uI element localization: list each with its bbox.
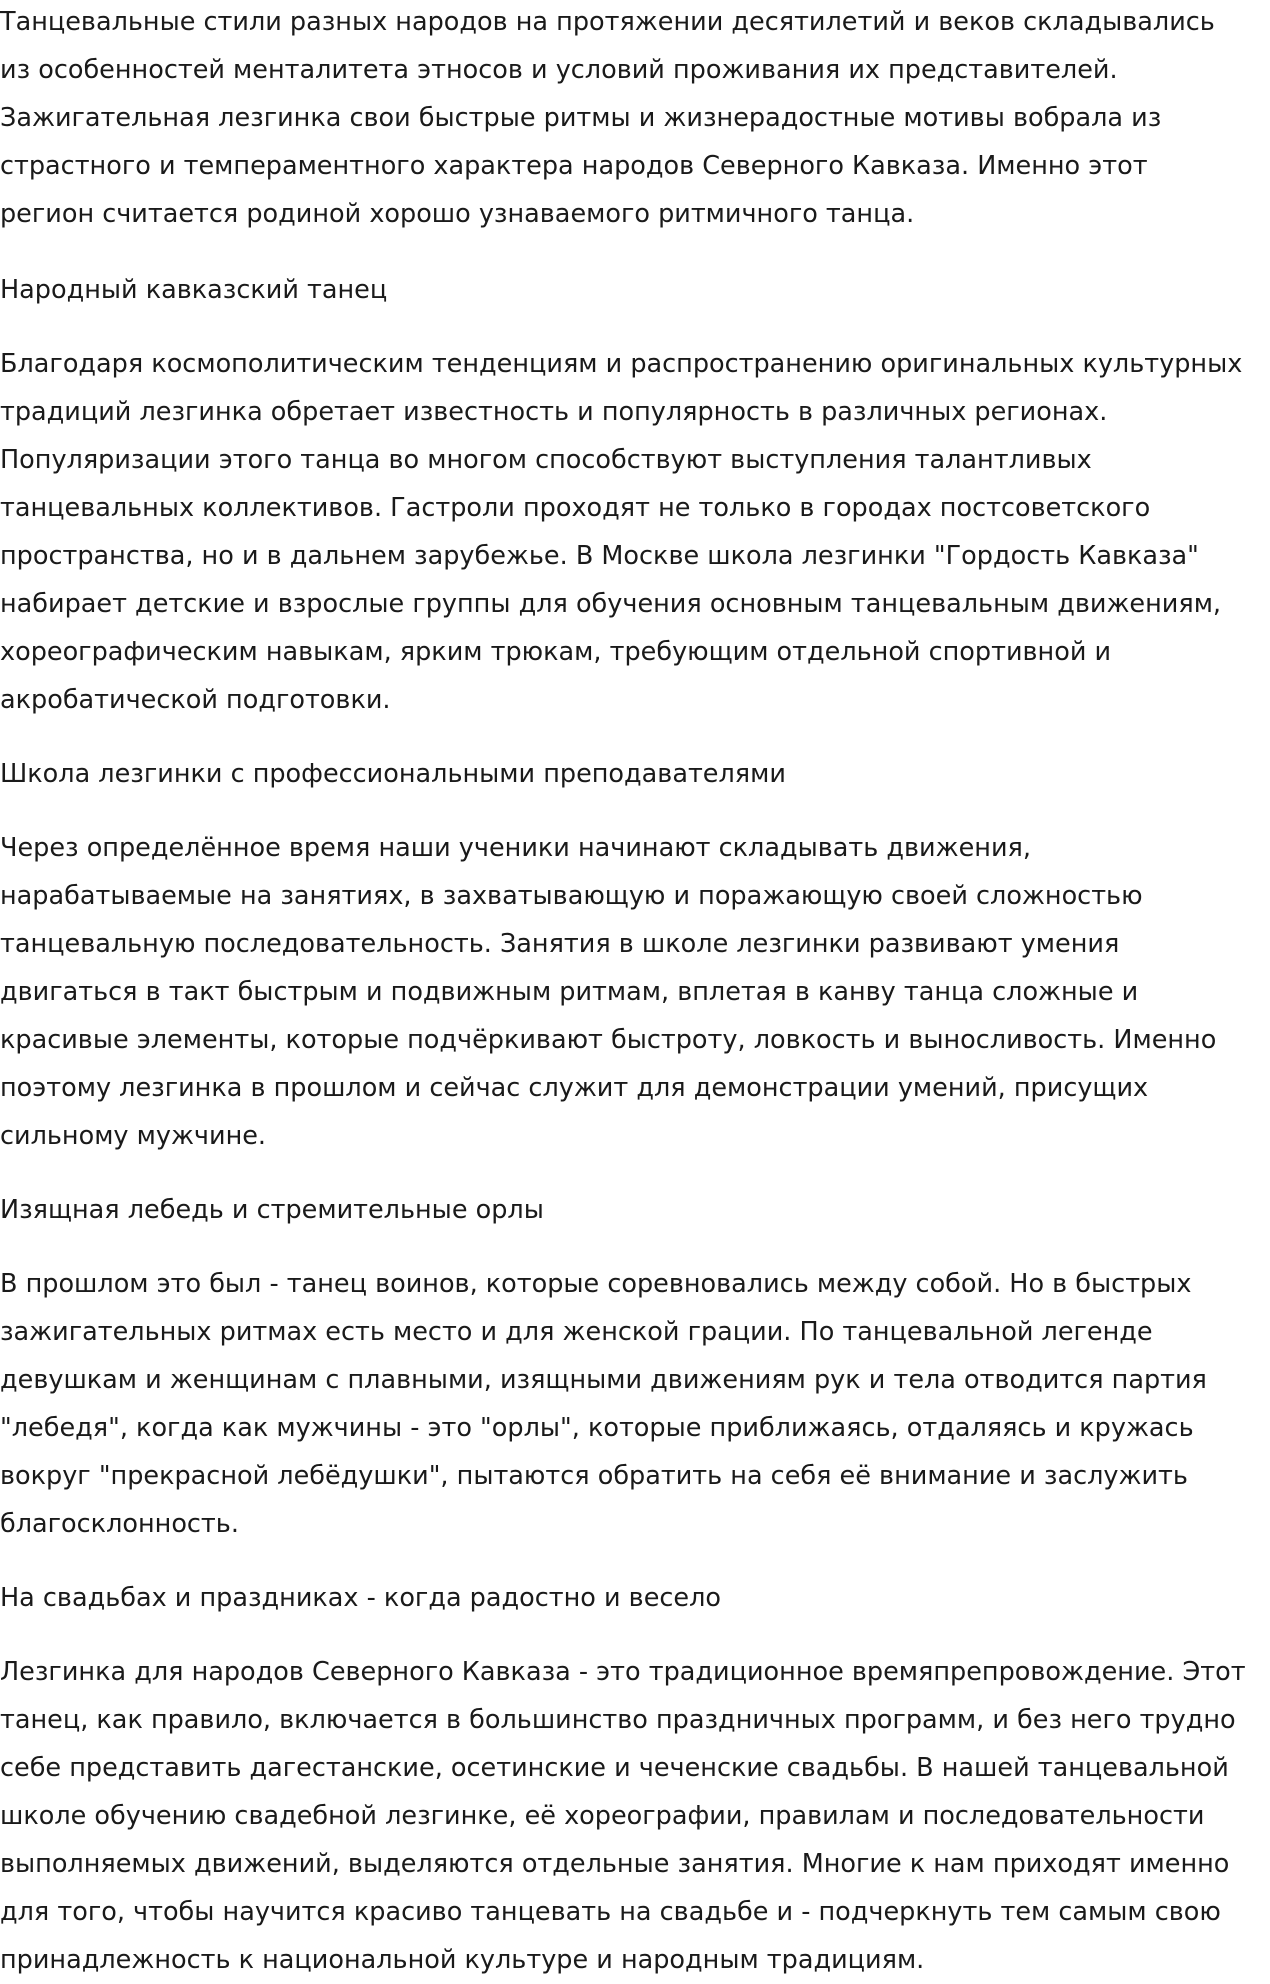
text-line: традиций лезгинка обретает известность и популярность в различных регионах. [0,397,1108,427]
text-line: На свадьбах и праздниках - когда радостно и весело [0,1583,721,1613]
paragraph [0,340,1270,724]
text-line: Популяризации этого танца во многом способствуют выступления талантливых [0,445,1092,475]
text-line: сильному мужчине. [0,1121,267,1151]
text-line: хореографическим навыкам, ярким трюкам, требующим отдельной спортивной и [0,637,1112,667]
text-line: двигаться в такт быстрым и подвижным ритмам, вплетая в канву танца сложные и [0,977,1139,1007]
text-line: страстного и темпераментного характера народов Северного Кавказа. Именно этот [0,151,1148,181]
text-line: вокруг "прекрасной лебёдушки", пытаются обратить на себя её внимание и заслужить [0,1461,1188,1491]
text-line: танец, как правило, включается в большинство праздничных программ, и без него трудно [0,1705,1236,1735]
paragraph [0,1648,1270,1984]
text-line: из особенностей менталитета этносов и условий проживания их представителей. [0,55,1118,85]
text-line: танцевальную последовательность. Занятия в школе лезгинки развивают умения [0,929,1120,959]
text-line: Народный кавказский танец [0,275,388,305]
text-line: поэтому лезгинка в прошлом и сейчас служит для демонстрации умений, присущих [0,1073,1149,1103]
text-line: девушкам и женщинам с плавными, изящными движениям рук и тела отводится партия [0,1365,1207,1395]
section-heading [0,750,1270,798]
text-line: выполняемых движений, выделяются отдельные занятия. Многие к нам приходят именно [0,1849,1230,1879]
text-line: благосклонность. [0,1509,239,1539]
text-line: зажигательных ритмах есть место и для женской грации. По танцевальной легенде [0,1317,1153,1347]
section-heading [0,1186,1270,1234]
section-heading [0,266,1270,314]
text-line: Через определённое время наши ученики начинают складывать движения, [0,833,1031,863]
text-line: себе представить дагестанские, осетинские и чеченские свадьбы. В нашей танцевальной [0,1753,1229,1783]
text-line: нарабатываемые на занятиях, в захватывающую и поражающую своей сложностью [0,881,1143,911]
text-line: Танцевальные стили разных народов на протяжении десятилетий и веков складывались [0,7,1215,37]
text-line: пространства, но и в дальнем зарубежье. В Москве школа лезгинки "Гордость Кавказа" [0,541,1199,571]
text-line: Изящная лебедь и стремительные орлы [0,1195,544,1225]
text-line: В прошлом это был - танец воинов, которые соревновались между собой. Но в быстрых [0,1269,1192,1299]
text-line: школе обучению свадебной лезгинке, её хореографии, правилам и последовательности [0,1801,1205,1831]
text-line: "лебедя", когда как мужчины - это "орлы", которые приближаясь, отдаляясь и кружась [0,1413,1194,1443]
paragraph [0,824,1270,1160]
text-line: Лезгинка для народов Северного Кавказа - это традиционное времяпрепровождение. Этот [0,1657,1246,1687]
text-line: Зажигательная лезгинка свои быстрые ритмы и жизнерадостные мотивы вобрала из [0,103,1162,133]
text-line: для того, чтобы научится красиво танцевать на свадьбе и - подчеркнуть тем самым свою [0,1897,1221,1927]
paragraph [0,1260,1270,1548]
text-line: регион считается родиной хорошо узнаваемого ритмичного танца. [0,199,915,229]
text-line: Школа лезгинки с профессиональными преподавателями [0,759,786,789]
text-line: Благодаря космополитическим тенденциям и распространению оригинальных культурных [0,349,1243,379]
section-heading [0,1574,1270,1622]
text-line: акробатической подготовки. [0,685,391,715]
text-line: принадлежность к национальной культуре и народным традициям. [0,1945,925,1975]
text-line: набирает детские и взрослые группы для обучения основным танцевальным движениям, [0,589,1222,619]
text-line: красивые элементы, которые подчёркивают быстроту, ловкость и выносливость. Именно [0,1025,1217,1055]
text-line: танцевальных коллективов. Гастроли проходят не только в городах постсоветского [0,493,1151,523]
paragraph [0,0,1270,238]
